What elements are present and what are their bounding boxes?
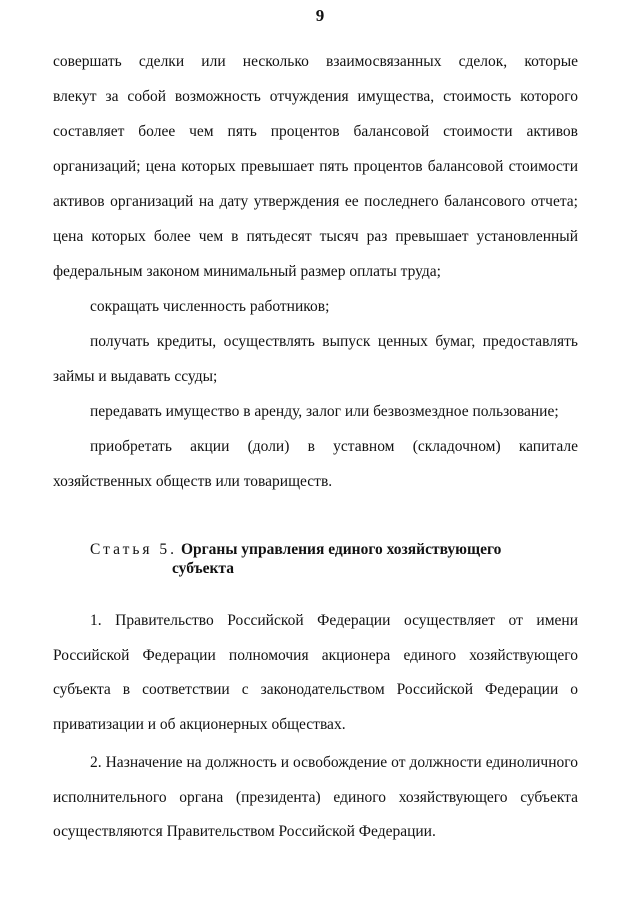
page-number: 9 xyxy=(315,6,325,25)
article-title-continuation: субъекта xyxy=(172,560,234,577)
text-line: займы и выдавать ссуды; xyxy=(53,368,218,385)
text-line: приобретать акции (доли) в уставном (складочном) капитале xyxy=(90,438,578,455)
text-line: осуществляются Правительством Российской Федерации. xyxy=(53,823,436,840)
text-line: организаций; цена которых превышает пять процентов балансовой стоимости xyxy=(53,158,578,175)
text-line: передавать имущество в аренду, залог или безвозмездное пользование; xyxy=(90,403,559,420)
body-text-block xyxy=(53,44,578,499)
text-line: исполнительного органа (президента) единого хозяйствующего субъекта xyxy=(53,788,578,806)
text-line: влекут за собой возможность отчуждения имущества, стоимость которого xyxy=(53,88,578,105)
text-line: субъекта в соответствии с законодательством Российской Федерации о xyxy=(53,681,578,698)
article-title: Органы управления единого хозяйствующего xyxy=(180,541,502,558)
text-line: федеральным законом минимальный размер оплаты труда; xyxy=(53,263,441,280)
article-heading xyxy=(90,540,540,578)
text-line: активов организаций на дату утверждения ее последнего балансового отчета; xyxy=(53,193,578,210)
article-body xyxy=(53,604,578,850)
article-label: Статья 5. xyxy=(90,541,178,558)
text-line: цена которых более чем в пятьдесят тысяч раз превышает установленный xyxy=(53,228,578,245)
text-line: 1. Правительство Российской Федерации осуществляет от имени xyxy=(90,612,578,629)
text-line: получать кредиты, осуществлять выпуск ценных бумаг, предоставлять xyxy=(90,333,578,350)
text-line: составляет более чем пять процентов балансовой стоимости активов xyxy=(53,123,578,140)
text-line: сокращать численность работников; xyxy=(90,298,330,315)
text-line: Российской Федерации полномочия акционера единого хозяйствующего xyxy=(53,646,578,664)
text-line: совершать сделки или несколько взаимосвязанных сделок, которые xyxy=(53,53,578,70)
text-line: хозяйственных обществ или товариществ. xyxy=(53,473,333,490)
text-line: приватизации и об акционерных обществах. xyxy=(53,715,346,733)
text-line: 2. Назначение на должность и освобождение от должности единоличного xyxy=(90,754,578,771)
